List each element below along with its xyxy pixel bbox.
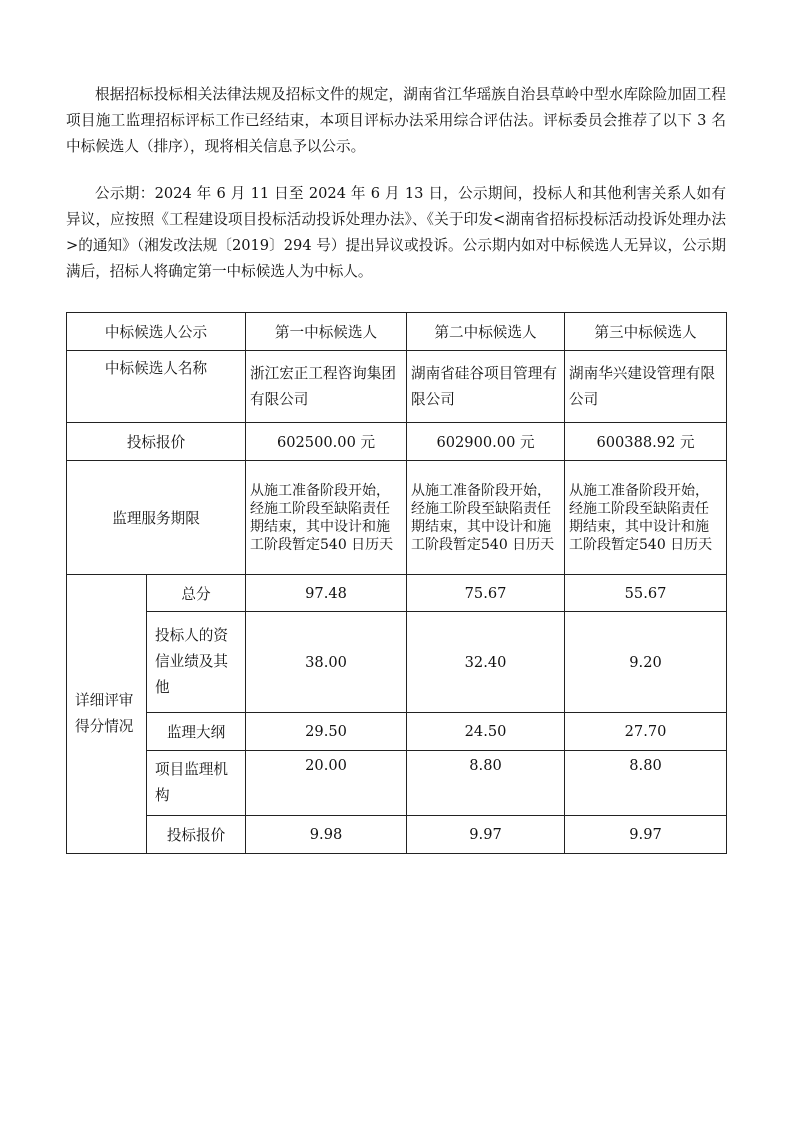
detail-label-cell: 投标报价	[147, 816, 246, 854]
table-row	[67, 351, 727, 423]
detail-label-cell: 投标人的资信业绩及其他	[147, 612, 246, 713]
service-label-cell: 监理服务期限	[67, 461, 246, 575]
table-row	[67, 751, 727, 816]
service-first-cell: 从施工准备阶段开始，经施工阶段至缺陷责任期结束，其中设计和施工阶段暂定540 日历天	[246, 461, 407, 575]
detail-value-cell: 97.48	[246, 575, 407, 612]
price-label-cell: 投标报价	[67, 423, 246, 461]
service-third-cell: 从施工准备阶段开始，经施工阶段至缺陷责任期结束，其中设计和施工阶段暂定540 日历天	[565, 461, 727, 575]
detail-value-cell: 9.97	[407, 816, 565, 854]
candidate-table	[66, 312, 727, 854]
table-row	[67, 612, 727, 713]
detail-value-cell: 9.97	[565, 816, 727, 854]
detail-value-cell: 20.00	[246, 751, 407, 816]
name-second-cell: 湖南省硅谷项目管理有限公司	[407, 351, 565, 423]
detail-value-cell: 9.98	[246, 816, 407, 854]
header-second-cell: 第二中标候选人	[407, 313, 565, 351]
detail-value-cell: 38.00	[246, 612, 407, 713]
detail-value-cell: 75.67	[407, 575, 565, 612]
name-label-cell: 中标候选人名称	[67, 351, 246, 423]
price-first-cell: 602500.00 元	[246, 423, 407, 461]
detail-value-cell: 29.50	[246, 713, 407, 751]
table-row	[67, 313, 727, 351]
detail-label-cell: 监理大纲	[147, 713, 246, 751]
name-first-cell: 浙江宏正工程咨询集团有限公司	[246, 351, 407, 423]
table-row	[67, 713, 727, 751]
detail-value-cell: 27.70	[565, 713, 727, 751]
service-second-cell: 从施工准备阶段开始，经施工阶段至缺陷责任期结束，其中设计和施工阶段暂定540 日历天	[407, 461, 565, 575]
table-row	[67, 423, 727, 461]
publicity-paragraph: 公示期：2024 年 6 月 11 日至 2024 年 6 月 13 日，公示期间，投标人和其他利害关系人如有异议，应按照《工程建设项目投标活动投诉处理办法》、《关于印发<湖南省招标投标活动投诉处理办法>的通知》（湘发改法规〔2019〕294 号）提出异议或投诉。公示期内如对中标候选人无异议，公示期满后，招标人将确定第一中标候选人为中标人。	[66, 185, 726, 280]
table-row	[67, 575, 727, 612]
intro-paragraph: 根据招标投标相关法律法规及招标文件的规定，湖南省江华瑶族自治县草岭中型水库除险加固工程项目施工监理招标评标工作已经结束，本项目评标办法采用综合评估法。评标委员会推荐了以下 3 名中标候选人（排序），现将相关信息予以公示。	[66, 86, 726, 155]
detail-value-cell: 9.20	[565, 612, 727, 713]
price-third-cell: 600388.92 元	[565, 423, 727, 461]
name-third-cell: 湖南华兴建设管理有限公司	[565, 351, 727, 423]
table-row	[67, 461, 727, 575]
detail-value-cell: 32.40	[407, 612, 565, 713]
header-first-cell: 第一中标候选人	[246, 313, 407, 351]
detail-value-cell: 24.50	[407, 713, 565, 751]
detail-value-cell: 8.80	[565, 751, 727, 816]
header-third-cell: 第三中标候选人	[565, 313, 727, 351]
detail-value-cell: 55.67	[565, 575, 727, 612]
detail-label-cell: 总分	[147, 575, 246, 612]
detail-label-cell: 项目监理机构	[147, 751, 246, 816]
detail-group-cell: 详细评审得分情况	[67, 575, 147, 854]
price-second-cell: 602900.00 元	[407, 423, 565, 461]
detail-value-cell: 8.80	[407, 751, 565, 816]
table-row	[67, 816, 727, 854]
header-label-cell: 中标候选人公示	[67, 313, 246, 351]
